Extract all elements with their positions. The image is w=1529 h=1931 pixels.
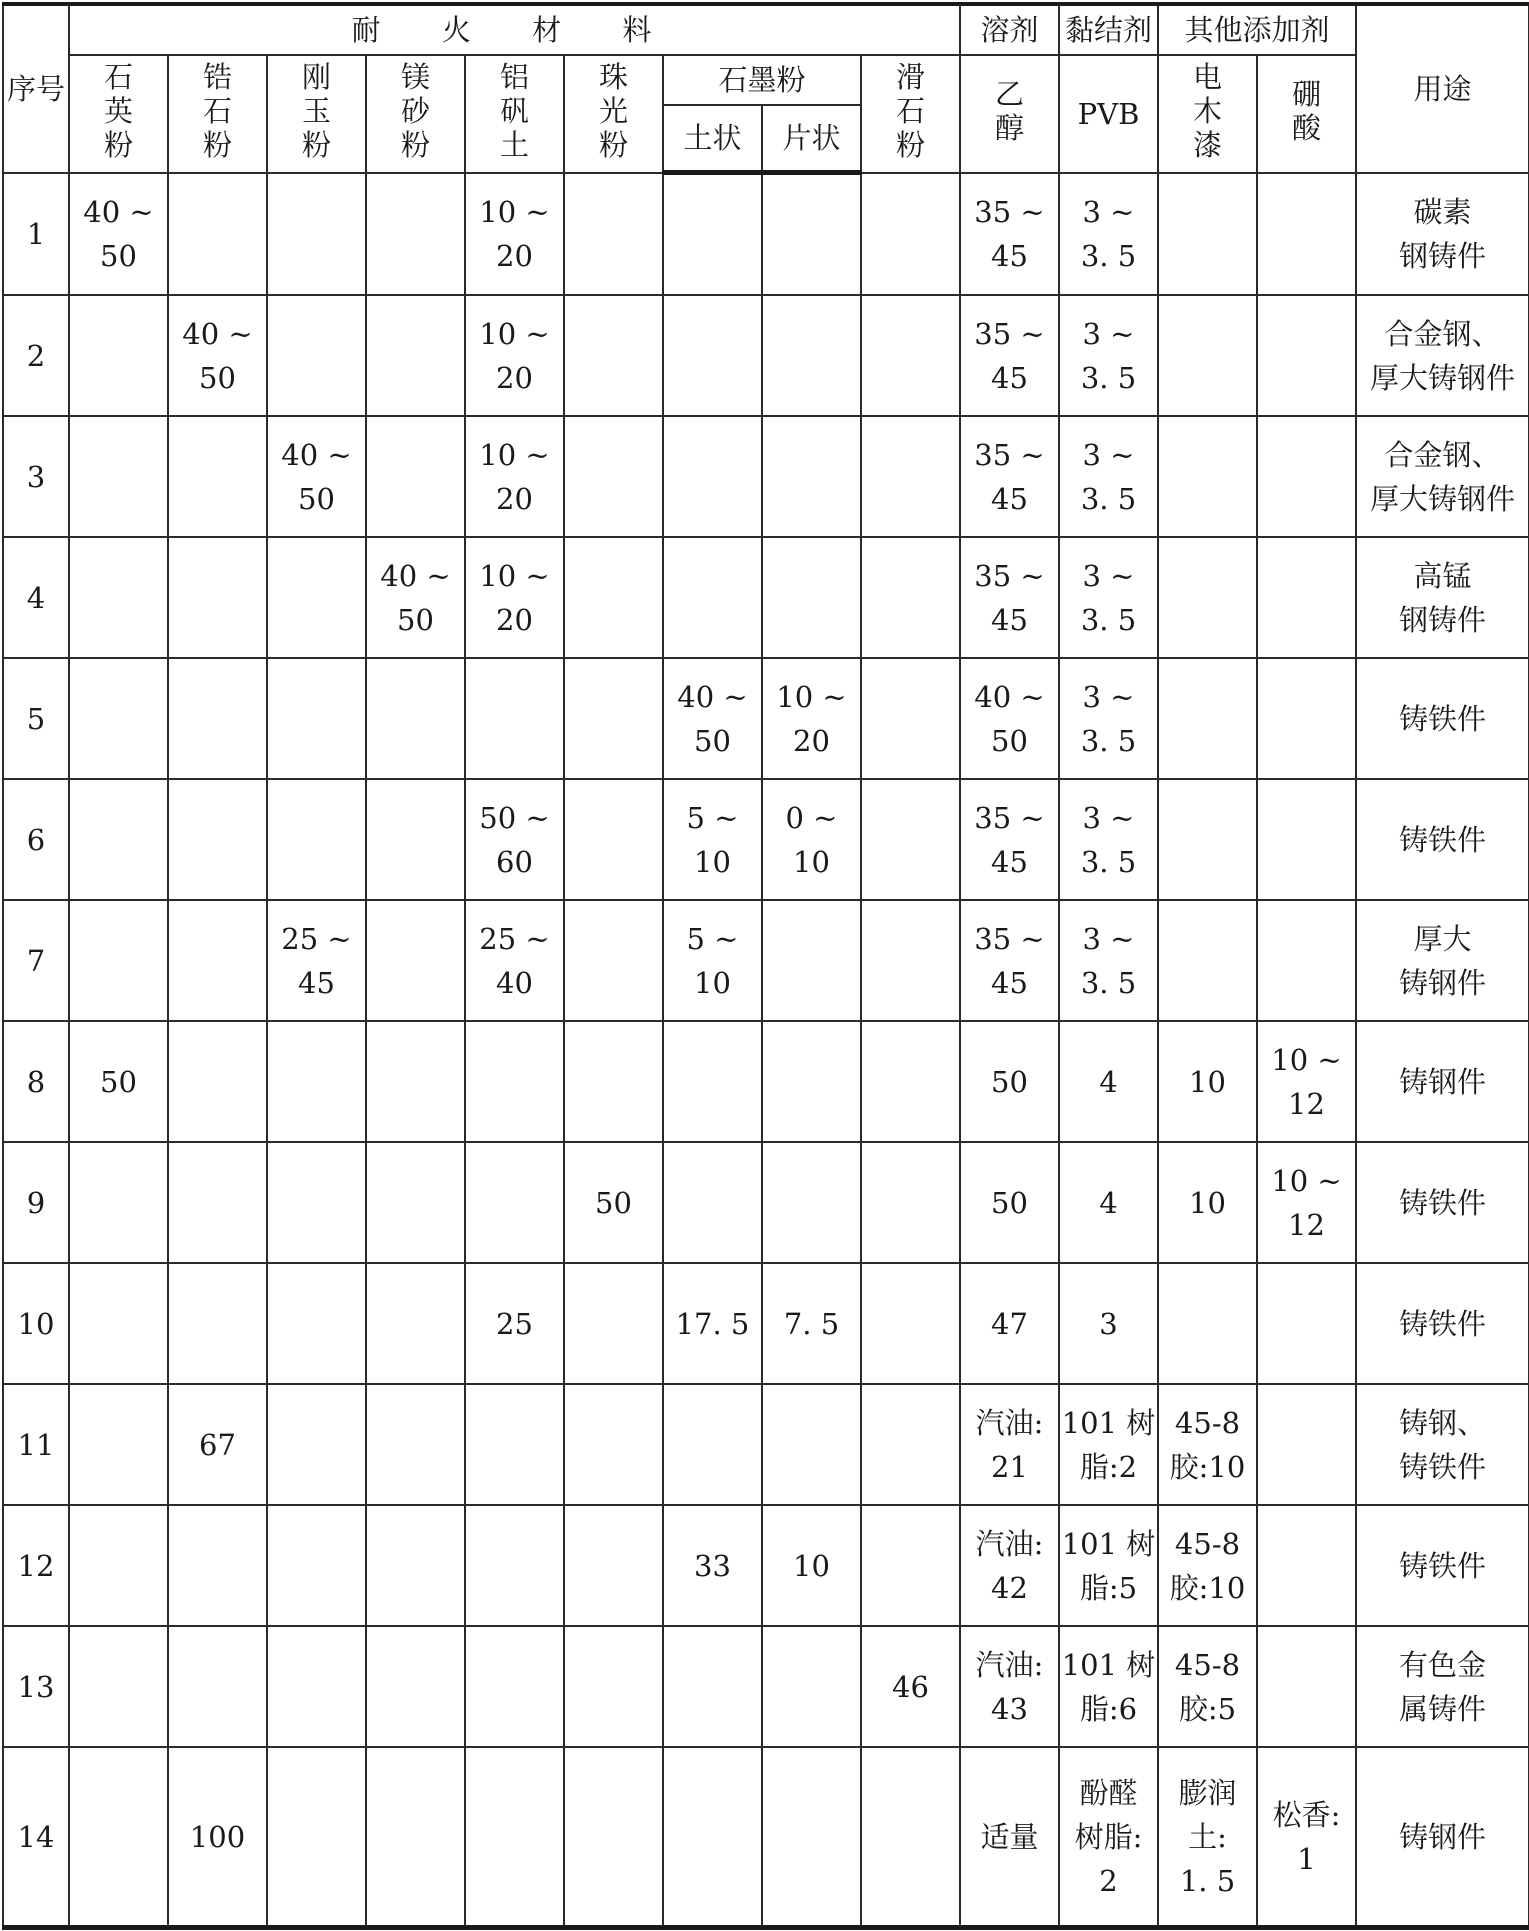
cell-add1 [1158, 173, 1257, 296]
cell-magnesia [366, 1505, 465, 1626]
cell-binder: 3 ~ 3. 5 [1059, 658, 1158, 779]
cell-quartz [69, 295, 168, 416]
cell-corundum [267, 658, 366, 779]
header-ethanol: 乙醇 [960, 55, 1059, 173]
cell-zircon [168, 1263, 267, 1384]
cell-bauxite: 10 ~ 20 [465, 173, 564, 296]
cell-add2 [1257, 779, 1356, 900]
cell-talc: 46 [861, 1626, 960, 1747]
cell-solvent: 35 ~ 45 [960, 779, 1059, 900]
cell-talc [861, 537, 960, 658]
table-row [3, 1021, 1529, 1142]
cell-earthy: 17. 5 [663, 1263, 762, 1384]
cell-pearlite [564, 1505, 663, 1626]
cell-binder: 4 [1059, 1142, 1158, 1263]
table-row [3, 537, 1529, 658]
cell-earthy [663, 173, 762, 296]
header-seq: 序号 [3, 4, 69, 173]
cell-solvent: 适量 [960, 1747, 1059, 1928]
cell-usage: 铸铁件 [1356, 1263, 1529, 1384]
cell-zircon [168, 1142, 267, 1263]
coating-formula-table [2, 2, 1529, 1930]
cell-usage: 铸铁件 [1356, 1505, 1529, 1626]
header-quartz: 石英粉 [69, 55, 168, 173]
cell-talc [861, 416, 960, 537]
cell-corundum [267, 1505, 366, 1626]
cell-flake [762, 537, 861, 658]
cell-seq: 14 [3, 1747, 69, 1928]
cell-quartz [69, 779, 168, 900]
header-zircon: 锆石粉 [168, 55, 267, 173]
cell-add2 [1257, 1626, 1356, 1747]
cell-talc [861, 779, 960, 900]
table-row [3, 779, 1529, 900]
cell-zircon [168, 416, 267, 537]
cell-flake [762, 1021, 861, 1142]
cell-flake [762, 1384, 861, 1505]
cell-seq: 12 [3, 1505, 69, 1626]
cell-solvent: 35 ~ 45 [960, 295, 1059, 416]
cell-magnesia [366, 1747, 465, 1928]
cell-binder: 酚醛 树脂: 2 [1059, 1747, 1158, 1928]
cell-add2 [1257, 173, 1356, 296]
cell-quartz [69, 416, 168, 537]
cell-magnesia [366, 1384, 465, 1505]
cell-bauxite [465, 1505, 564, 1626]
cell-pearlite [564, 658, 663, 779]
cell-add1 [1158, 658, 1257, 779]
cell-talc [861, 1263, 960, 1384]
cell-seq: 9 [3, 1142, 69, 1263]
cell-corundum [267, 1747, 366, 1928]
cell-talc [861, 173, 960, 296]
cell-talc [861, 1384, 960, 1505]
cell-add1 [1158, 295, 1257, 416]
cell-pearlite: 50 [564, 1142, 663, 1263]
cell-binder: 4 [1059, 1021, 1158, 1142]
cell-seq: 7 [3, 900, 69, 1021]
header-corundum: 刚玉粉 [267, 55, 366, 173]
cell-corundum: 25 ~ 45 [267, 900, 366, 1021]
cell-talc [861, 1747, 960, 1928]
cell-magnesia [366, 658, 465, 779]
cell-seq: 1 [3, 173, 69, 296]
cell-binder: 3 [1059, 1263, 1158, 1384]
cell-seq: 11 [3, 1384, 69, 1505]
header-talc: 滑石粉 [861, 55, 960, 173]
cell-binder: 3 ~ 3. 5 [1059, 779, 1158, 900]
header-refractory: 耐 火 材 料 [69, 4, 960, 55]
cell-solvent: 35 ~ 45 [960, 537, 1059, 658]
cell-usage: 碳素 钢铸件 [1356, 173, 1529, 296]
cell-zircon [168, 537, 267, 658]
cell-bauxite: 50 ~ 60 [465, 779, 564, 900]
cell-bauxite [465, 1747, 564, 1928]
table-row [3, 295, 1529, 416]
cell-quartz [69, 1747, 168, 1928]
cell-corundum [267, 295, 366, 416]
cell-usage: 铸铁件 [1356, 658, 1529, 779]
cell-solvent: 50 [960, 1142, 1059, 1263]
cell-earthy [663, 1384, 762, 1505]
cell-zircon [168, 658, 267, 779]
cell-seq: 13 [3, 1626, 69, 1747]
cell-magnesia [366, 900, 465, 1021]
cell-flake [762, 900, 861, 1021]
cell-flake [762, 173, 861, 296]
cell-add2 [1257, 295, 1356, 416]
cell-flake [762, 416, 861, 537]
table-row [3, 1626, 1529, 1747]
cell-flake: 10 ~ 20 [762, 658, 861, 779]
cell-bauxite [465, 658, 564, 779]
cell-solvent: 汽油: 21 [960, 1384, 1059, 1505]
cell-add2 [1257, 537, 1356, 658]
header-binder: 黏结剂 [1059, 4, 1158, 55]
cell-pearlite [564, 537, 663, 658]
cell-corundum [267, 779, 366, 900]
cell-solvent: 汽油: 43 [960, 1626, 1059, 1747]
cell-binder: 3 ~ 3. 5 [1059, 295, 1158, 416]
cell-flake [762, 1142, 861, 1263]
cell-bauxite: 25 ~ 40 [465, 900, 564, 1021]
cell-talc [861, 1505, 960, 1626]
cell-quartz [69, 1626, 168, 1747]
cell-magnesia [366, 1263, 465, 1384]
cell-talc [861, 1142, 960, 1263]
cell-solvent: 40 ~ 50 [960, 658, 1059, 779]
cell-add1: 45-8 胶:10 [1158, 1384, 1257, 1505]
cell-corundum [267, 1263, 366, 1384]
cell-solvent: 汽油: 42 [960, 1505, 1059, 1626]
cell-seq: 8 [3, 1021, 69, 1142]
cell-pearlite [564, 1626, 663, 1747]
cell-binder: 3 ~ 3. 5 [1059, 537, 1158, 658]
cell-binder: 101 树 脂:5 [1059, 1505, 1158, 1626]
cell-bauxite: 10 ~ 20 [465, 537, 564, 658]
table-row [3, 1263, 1529, 1384]
header-boric: 硼酸 [1257, 55, 1356, 173]
header-graphite-flake: 片状 [762, 105, 861, 173]
cell-bauxite [465, 1142, 564, 1263]
cell-corundum [267, 1021, 366, 1142]
cell-add1: 45-8 胶:10 [1158, 1505, 1257, 1626]
cell-usage: 合金钢、 厚大铸钢件 [1356, 295, 1529, 416]
table-row [3, 1505, 1529, 1626]
cell-earthy [663, 416, 762, 537]
cell-flake: 10 [762, 1505, 861, 1626]
table-row [3, 1142, 1529, 1263]
cell-add2 [1257, 1263, 1356, 1384]
cell-quartz [69, 1263, 168, 1384]
cell-zircon [168, 1021, 267, 1142]
cell-earthy [663, 1142, 762, 1263]
cell-seq: 4 [3, 537, 69, 658]
cell-add1 [1158, 537, 1257, 658]
cell-add2: 10 ~ 12 [1257, 1021, 1356, 1142]
cell-bauxite [465, 1021, 564, 1142]
cell-usage: 铸钢件 [1356, 1747, 1529, 1928]
cell-flake [762, 1626, 861, 1747]
header-varnish: 电木漆 [1158, 55, 1257, 173]
cell-quartz [69, 1384, 168, 1505]
header-usage: 用途 [1356, 4, 1529, 173]
cell-solvent: 35 ~ 45 [960, 900, 1059, 1021]
table-row [3, 658, 1529, 779]
cell-flake: 7. 5 [762, 1263, 861, 1384]
cell-magnesia [366, 416, 465, 537]
cell-usage: 合金钢、 厚大铸钢件 [1356, 416, 1529, 537]
cell-quartz [69, 537, 168, 658]
cell-talc [861, 658, 960, 779]
cell-bauxite [465, 1626, 564, 1747]
table-row [3, 173, 1529, 296]
cell-talc [861, 1021, 960, 1142]
cell-earthy [663, 295, 762, 416]
header-additives: 其他添加剂 [1158, 4, 1356, 55]
cell-zircon: 67 [168, 1384, 267, 1505]
cell-seq: 10 [3, 1263, 69, 1384]
cell-earthy [663, 1626, 762, 1747]
cell-zircon [168, 1626, 267, 1747]
cell-earthy: 5 ~ 10 [663, 900, 762, 1021]
cell-add1: 45-8 胶:5 [1158, 1626, 1257, 1747]
cell-binder: 3 ~ 3. 5 [1059, 900, 1158, 1021]
header-pvb: PVB [1059, 55, 1158, 173]
cell-talc [861, 295, 960, 416]
cell-seq: 5 [3, 658, 69, 779]
cell-zircon [168, 779, 267, 900]
cell-usage: 厚大 铸钢件 [1356, 900, 1529, 1021]
cell-usage: 铸钢、 铸铁件 [1356, 1384, 1529, 1505]
cell-add1 [1158, 900, 1257, 1021]
cell-magnesia [366, 295, 465, 416]
cell-add2 [1257, 416, 1356, 537]
cell-earthy: 40 ~ 50 [663, 658, 762, 779]
cell-add2 [1257, 1384, 1356, 1505]
cell-add2 [1257, 658, 1356, 779]
cell-corundum [267, 1384, 366, 1505]
table-row [3, 416, 1529, 537]
cell-magnesia [366, 1021, 465, 1142]
cell-magnesia [366, 173, 465, 296]
cell-magnesia [366, 779, 465, 900]
cell-add1: 膨润 土: 1. 5 [1158, 1747, 1257, 1928]
cell-pearlite [564, 416, 663, 537]
cell-magnesia [366, 1626, 465, 1747]
header-graphite-earthy: 土状 [663, 105, 762, 173]
cell-add1 [1158, 416, 1257, 537]
cell-usage: 铸钢件 [1356, 1021, 1529, 1142]
cell-earthy [663, 1021, 762, 1142]
cell-add2: 松香: 1 [1257, 1747, 1356, 1928]
cell-corundum [267, 1626, 366, 1747]
cell-add1: 10 [1158, 1021, 1257, 1142]
cell-zircon [168, 900, 267, 1021]
cell-pearlite [564, 295, 663, 416]
cell-binder: 3 ~ 3. 5 [1059, 416, 1158, 537]
cell-solvent: 35 ~ 45 [960, 416, 1059, 537]
cell-usage: 高锰 钢铸件 [1356, 537, 1529, 658]
cell-magnesia: 40 ~ 50 [366, 537, 465, 658]
cell-corundum: 40 ~ 50 [267, 416, 366, 537]
cell-add1 [1158, 1263, 1257, 1384]
cell-usage: 有色金 属铸件 [1356, 1626, 1529, 1747]
cell-bauxite: 10 ~ 20 [465, 295, 564, 416]
cell-zircon [168, 1505, 267, 1626]
cell-solvent: 47 [960, 1263, 1059, 1384]
cell-bauxite: 25 [465, 1263, 564, 1384]
cell-pearlite [564, 1747, 663, 1928]
header-pearlite: 珠光粉 [564, 55, 663, 173]
cell-corundum [267, 537, 366, 658]
cell-quartz: 50 [69, 1021, 168, 1142]
cell-pearlite [564, 1021, 663, 1142]
cell-bauxite [465, 1384, 564, 1505]
cell-earthy: 33 [663, 1505, 762, 1626]
cell-pearlite [564, 900, 663, 1021]
cell-quartz: 40 ~ 50 [69, 173, 168, 296]
cell-binder: 3 ~ 3. 5 [1059, 173, 1158, 296]
cell-flake: 0 ~ 10 [762, 779, 861, 900]
cell-seq: 6 [3, 779, 69, 900]
cell-talc [861, 900, 960, 1021]
cell-add2 [1257, 900, 1356, 1021]
cell-flake [762, 295, 861, 416]
cell-zircon: 100 [168, 1747, 267, 1928]
header-graphite: 石墨粉 [663, 55, 861, 105]
cell-corundum [267, 1142, 366, 1263]
cell-earthy [663, 537, 762, 658]
cell-pearlite [564, 779, 663, 900]
cell-add1: 10 [1158, 1142, 1257, 1263]
cell-add1 [1158, 779, 1257, 900]
cell-seq: 3 [3, 416, 69, 537]
table-row [3, 1384, 1529, 1505]
cell-magnesia [366, 1142, 465, 1263]
cell-flake [762, 1747, 861, 1928]
table-row [3, 1747, 1529, 1928]
cell-usage: 铸铁件 [1356, 1142, 1529, 1263]
cell-zircon [168, 173, 267, 296]
cell-seq: 2 [3, 295, 69, 416]
cell-earthy: 5 ~ 10 [663, 779, 762, 900]
header-bauxite: 铝矾土 [465, 55, 564, 173]
cell-solvent: 35 ~ 45 [960, 173, 1059, 296]
cell-pearlite [564, 1263, 663, 1384]
cell-quartz [69, 658, 168, 779]
cell-quartz [69, 1142, 168, 1263]
cell-add2: 10 ~ 12 [1257, 1142, 1356, 1263]
cell-pearlite [564, 173, 663, 296]
cell-corundum [267, 173, 366, 296]
cell-binder: 101 树 脂:6 [1059, 1626, 1158, 1747]
cell-zircon: 40 ~ 50 [168, 295, 267, 416]
cell-bauxite: 10 ~ 20 [465, 416, 564, 537]
cell-quartz [69, 900, 168, 1021]
header-magnesia: 镁砂粉 [366, 55, 465, 173]
cell-earthy [663, 1747, 762, 1928]
cell-solvent: 50 [960, 1021, 1059, 1142]
header-solvent: 溶剂 [960, 4, 1059, 55]
cell-pearlite [564, 1384, 663, 1505]
cell-quartz [69, 1505, 168, 1626]
cell-add2 [1257, 1505, 1356, 1626]
cell-binder: 101 树 脂:2 [1059, 1384, 1158, 1505]
table-row [3, 900, 1529, 1021]
cell-usage: 铸铁件 [1356, 779, 1529, 900]
